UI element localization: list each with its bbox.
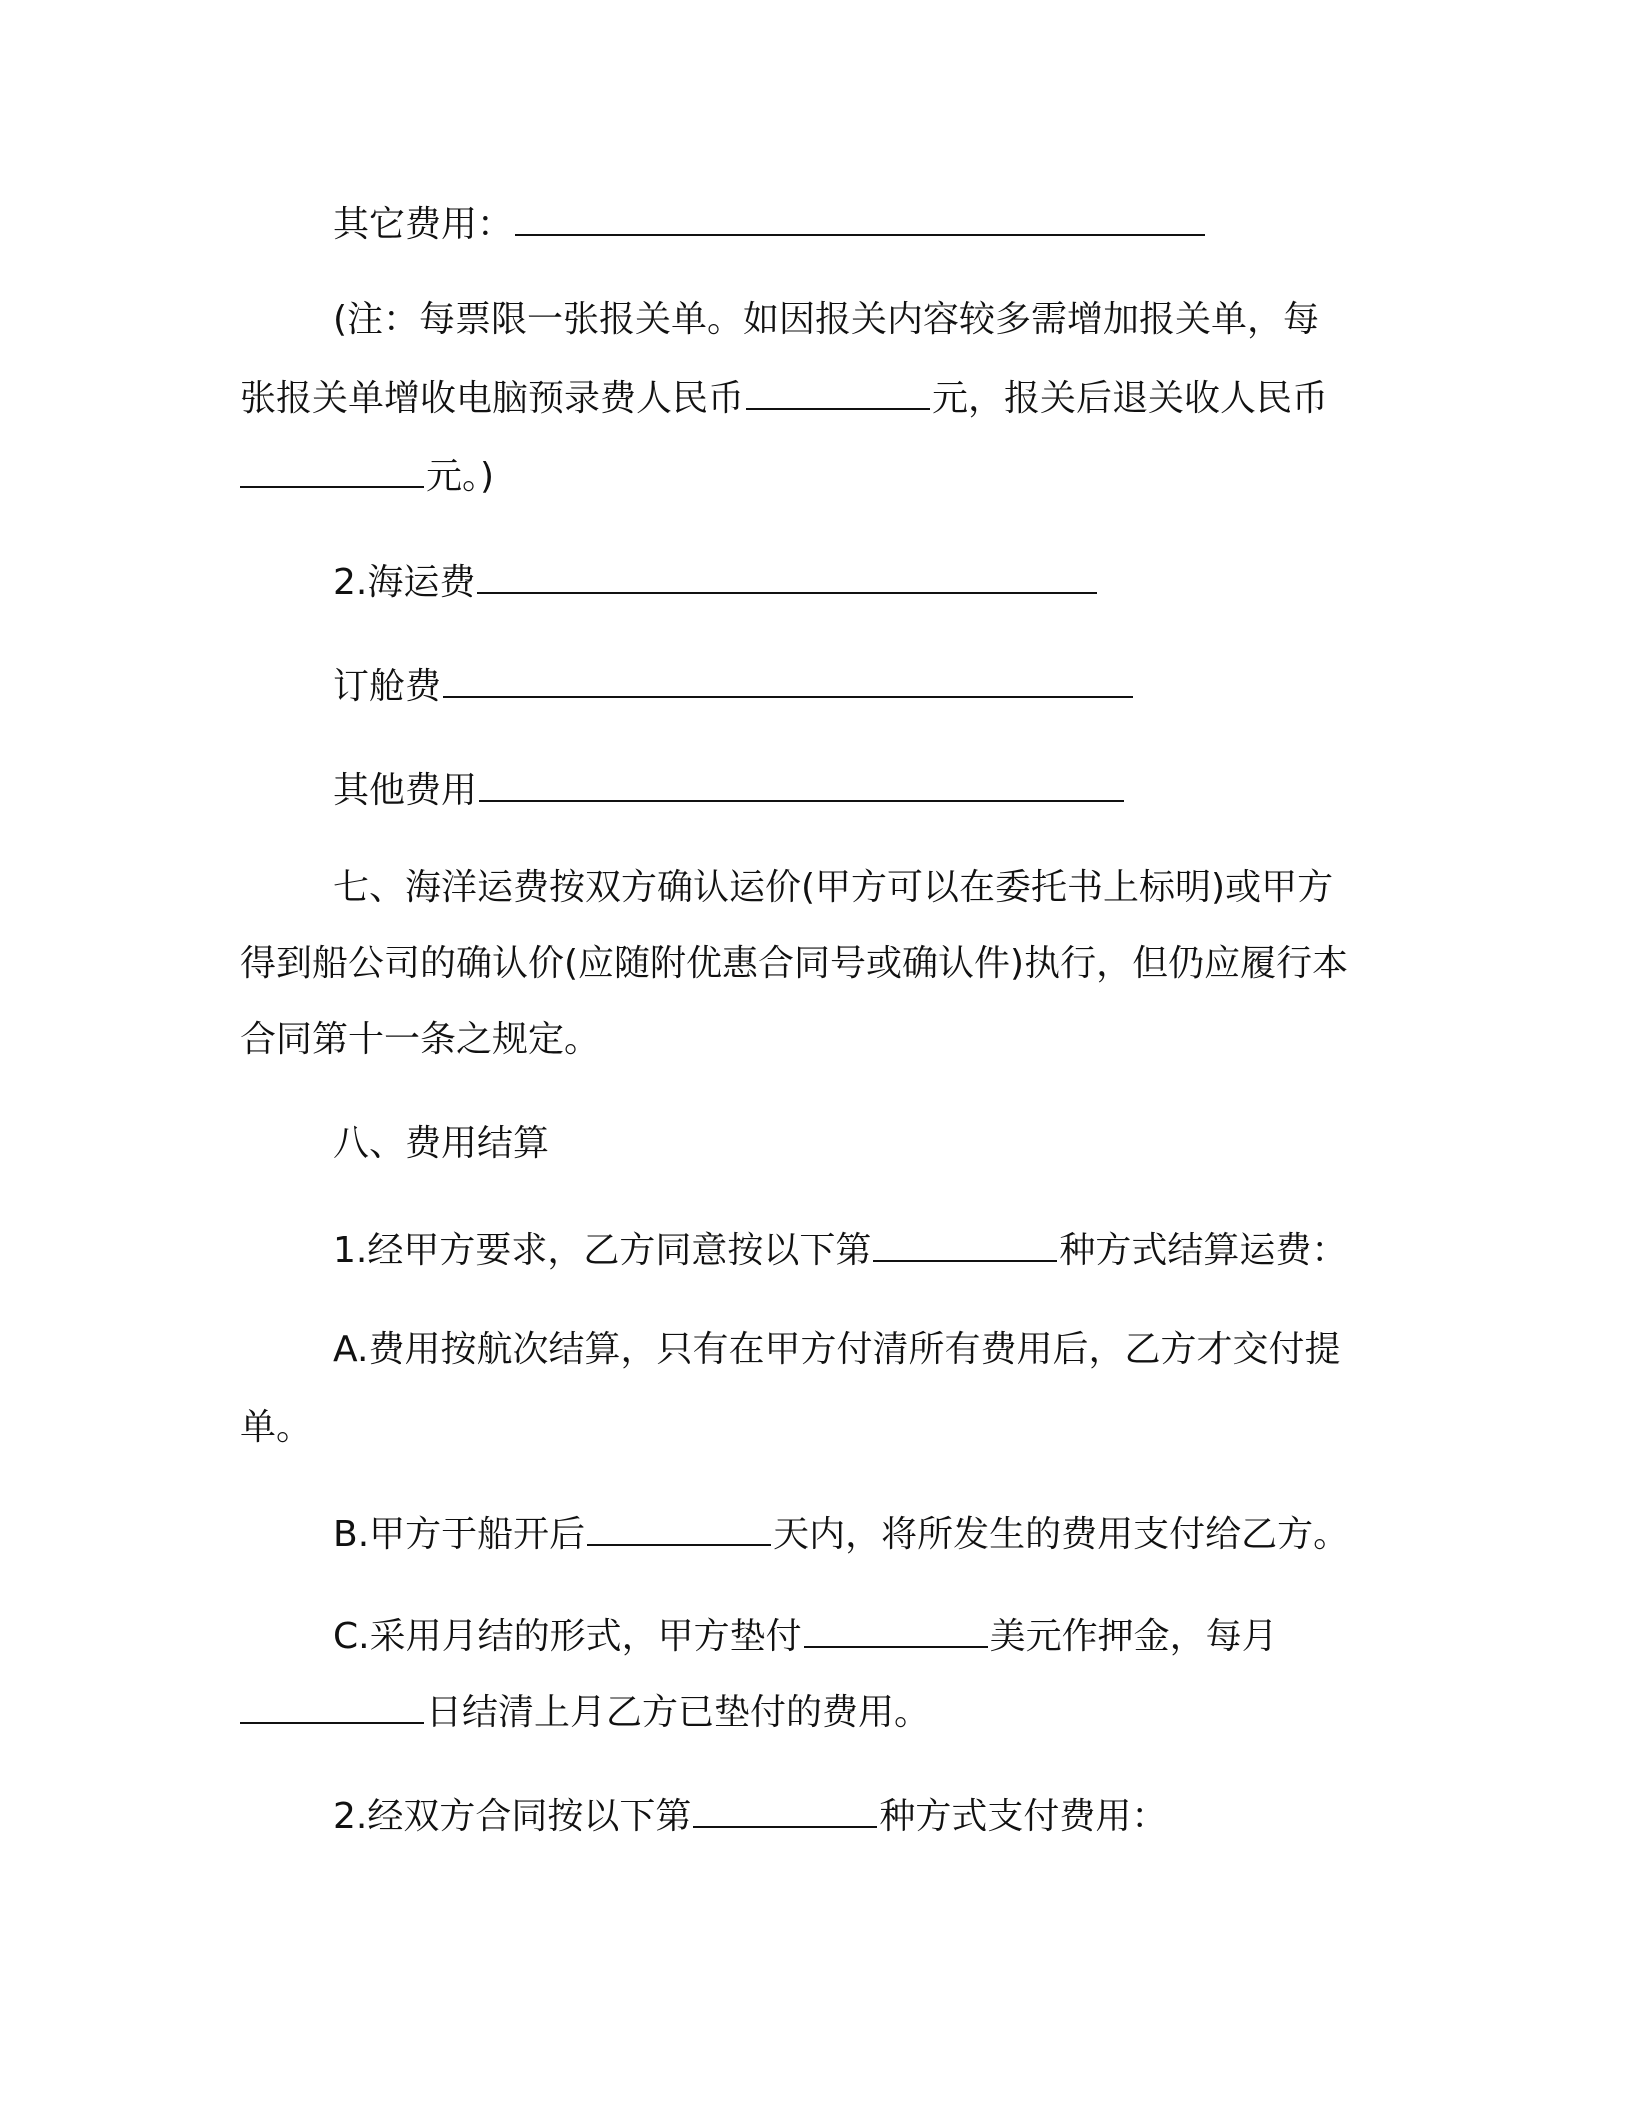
line-clause7-2	[240, 942, 1348, 986]
line-option-a-2	[240, 1406, 312, 1450]
option-b-pre: B.甲方于船开后	[333, 1514, 586, 1555]
line-other-fees	[333, 200, 1207, 247]
option-c-text-2: 日结清上月乙方已垫付的费用。	[426, 1692, 931, 1733]
option-b-post: 天内，将所发生的费用支付给乙方。	[773, 1514, 1350, 1555]
note-text-4: 元。)	[426, 456, 495, 497]
line-option-c-1	[333, 1612, 1278, 1659]
line-option-c-2	[240, 1688, 930, 1735]
line-payment-2	[333, 1792, 1167, 1839]
note-text-3: 元，报关后退关收人民币	[932, 378, 1329, 419]
option-a-text-1: A.费用按航次结算，只有在甲方付清所有费用后，乙方才交付提	[333, 1329, 1341, 1370]
option-c-pre: C.采用月结的形式，甲方垫付	[333, 1616, 802, 1657]
note-text-2: 张报关单增收电脑预录费人民币	[240, 378, 745, 419]
blank-other-fees	[515, 200, 1205, 236]
blank-booking-fee	[443, 662, 1133, 698]
blank-settle-day	[240, 1688, 424, 1724]
line-option-a-1	[333, 1328, 1340, 1372]
clause8-heading: 八、费用结算	[333, 1123, 550, 1164]
blank-deposit	[804, 1612, 988, 1648]
line-note-3	[240, 452, 494, 499]
blank-settlement-method	[873, 1226, 1057, 1262]
blank-ocean-freight	[477, 558, 1097, 594]
line-booking-fee	[333, 662, 1135, 709]
option-c-post: 美元作押金，每月	[989, 1616, 1278, 1657]
payment-2-pre: 2.经双方合同按以下第	[333, 1796, 692, 1837]
booking-fee-label: 订舱费	[333, 666, 442, 707]
settlement-1-pre: 1.经甲方要求，乙方同意按以下第	[333, 1230, 872, 1271]
clause7-text-2: 得到船公司的确认价(应随附优惠合同号或确认件)执行，但仍应履行本	[240, 943, 1349, 984]
other-fees-label: 其它费用：	[333, 204, 514, 245]
line-clause7-1	[333, 866, 1333, 910]
blank-withdraw-fee	[240, 452, 424, 488]
payment-2-post: 种方式支付费用：	[879, 1796, 1168, 1837]
line-option-b	[333, 1510, 1349, 1557]
blank-misc-fees	[479, 766, 1124, 802]
line-note-1	[333, 298, 1319, 342]
line-note-2	[240, 374, 1328, 421]
line-ocean-freight	[333, 558, 1099, 605]
note-text-1: (注：每票限一张报关单。如因报关内容较多需增加报关单，每	[333, 299, 1320, 340]
blank-payment-method	[693, 1792, 877, 1828]
line-clause8-heading	[333, 1122, 549, 1166]
clause7-text-1: 七、海洋运费按双方确认运价(甲方可以在委托书上标明)或甲方	[333, 867, 1334, 908]
ocean-freight-label: 2.海运费	[333, 562, 476, 603]
settlement-1-post: 种方式结算运费：	[1059, 1230, 1348, 1271]
line-clause7-3	[240, 1018, 600, 1062]
misc-fees-label: 其他费用	[333, 770, 478, 811]
blank-days	[587, 1510, 771, 1546]
clause7-text-3: 合同第十一条之规定。	[240, 1019, 601, 1060]
line-misc-fees	[333, 766, 1126, 813]
line-settlement-1	[333, 1226, 1347, 1273]
option-a-text-2: 单。	[240, 1407, 313, 1448]
blank-preentry-fee	[746, 374, 930, 410]
